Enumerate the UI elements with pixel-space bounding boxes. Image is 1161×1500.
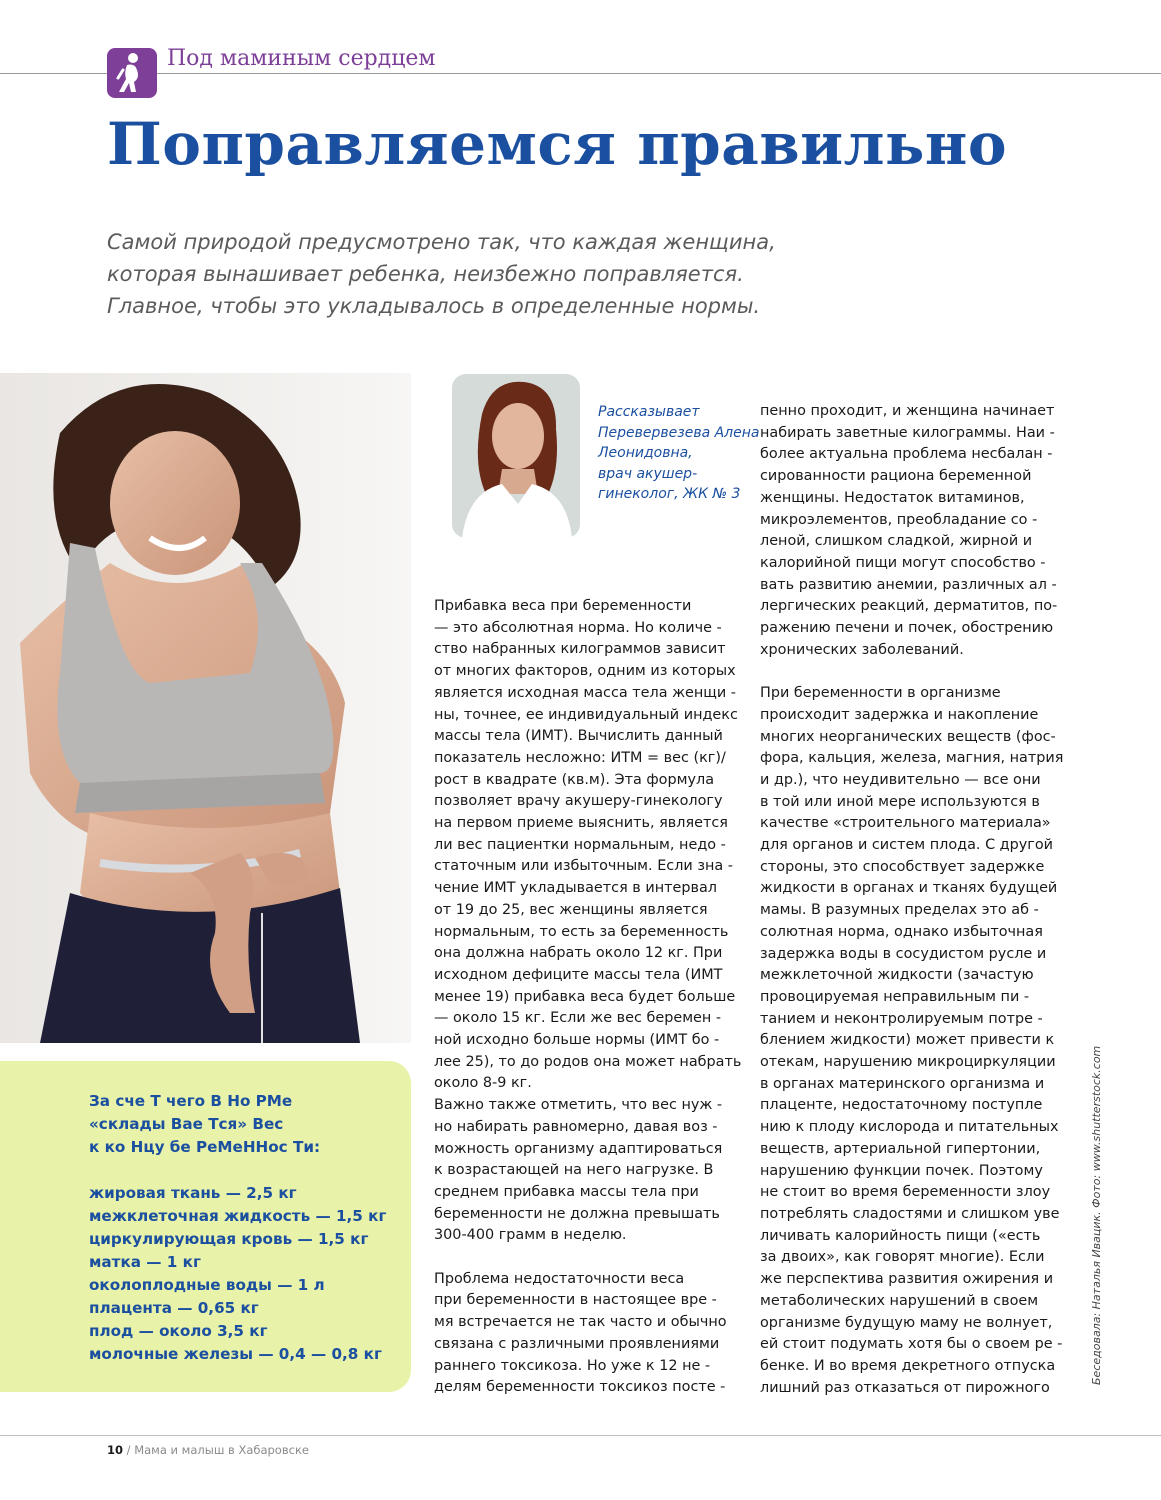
text-line: личивать калорийность пищи («есть — [760, 1227, 1041, 1244]
text-line: же перспектива развития ожирения и — [760, 1271, 1054, 1288]
lead-line: Самой природой предусмотрено так, что каждая женщина, — [107, 230, 776, 254]
text-line: калорийной пищи могут способство - — [760, 554, 1046, 571]
text-line: — это абсолютная норма. Но количе - — [434, 619, 722, 636]
page-footer — [107, 1443, 309, 1457]
expert-line: Перевервезева Алена — [598, 424, 760, 441]
text-line: плаценте, недостаточному поступле — [760, 1097, 1043, 1114]
expert-portrait — [452, 374, 580, 538]
text-line: межклеточной жидкости (зачастую — [760, 967, 1034, 984]
text-line: массы тела (ИМТ). Вычислить данный — [434, 728, 723, 745]
text-line: является исходная масса тела женщи - — [434, 684, 736, 701]
section-label: Под маминым сердцем — [167, 46, 436, 71]
footer-rule — [0, 1435, 1161, 1436]
sidebar-spacer — [89, 1159, 399, 1182]
text-line: нормальным, то есть за беременность — [434, 923, 729, 940]
text-line: стороны, это способствует задержке — [760, 858, 1045, 875]
text-line: солютная норма, однако избыточная — [760, 923, 1043, 940]
page-number: 10 — [107, 1443, 124, 1457]
text-line: за двоих», как говорят многие). Если — [760, 1249, 1045, 1266]
text-line: отекам, нарушению микроциркуляции — [760, 1054, 1056, 1071]
text-line: женщины. Недостаток витаминов, — [760, 489, 1025, 506]
text-line: лергических реакций, дерматитов, по- — [760, 598, 1058, 615]
article-title: Поправляемся правильно — [107, 110, 1008, 178]
section-pregnancy-icon — [107, 48, 157, 98]
text-line: ей стоит подумать хотя бы о своем ре - — [760, 1336, 1063, 1353]
text-line: беременности не должна превышать — [434, 1205, 720, 1222]
sidebar-item: плод — около 3,5 кг — [89, 1322, 268, 1340]
text-line: Проблема недостаточности веса — [434, 1270, 685, 1287]
photo-credit: Беседовала: Наталья Ивацик. Фото: www.shutterstock.com — [1090, 1045, 1103, 1385]
text-line: исходном дефиците массы тела (ИМТ — [434, 966, 723, 983]
sidebar-item: плацента — 0,65 кг — [89, 1299, 259, 1317]
text-line: среднем прибавка массы тела при — [434, 1183, 699, 1200]
text-line: танием и неконтролируемым потре - — [760, 1010, 1043, 1027]
sidebar-item: жировая ткань — 2,5 кг — [89, 1184, 297, 1202]
text-line: в органах материнского организма и — [760, 1075, 1045, 1092]
text-line: блением жидкости) может привести к — [760, 1032, 1055, 1049]
sidebar-heading-line: к ко Нцу бе РеМеННос Ти: — [89, 1138, 321, 1156]
text-line: при беременности в настоящее вре - — [434, 1292, 717, 1309]
header-rule — [0, 73, 1161, 74]
text-line: от 19 до 25, вес женщины является — [434, 901, 708, 918]
expert-line: Рассказывает — [598, 404, 700, 420]
text-line: для органов и систем плода. С другой — [760, 837, 1054, 854]
text-line: — около 15 кг. Если же вес беремен - — [434, 1010, 722, 1027]
text-line: более актуальна проблема несбалан - — [760, 446, 1053, 463]
pregnant-woman-photo — [0, 373, 411, 1043]
text-line: не стоит во время беременности злоу — [760, 1184, 1051, 1201]
text-line: лее 25), то до родов она может набрать — [434, 1053, 742, 1070]
weight-breakdown-text — [89, 1090, 399, 1366]
text-line: статочным или избыточным. Если зна - — [434, 858, 733, 875]
text-line: микроэлементов, преобладание со - — [760, 511, 1038, 528]
text-line: При беременности в организме — [760, 685, 1001, 702]
text-line: раннего токсикоза. Но уже к 12 не - — [434, 1357, 711, 1374]
footer-separator: / — [126, 1443, 131, 1457]
text-line: показатель несложно: ИТМ = вес (кг)/ — [434, 749, 726, 766]
text-line: веществ, артериальной гипертонии, — [760, 1140, 1041, 1157]
text-line: пенно проходит, и женщина начинает — [760, 403, 1055, 419]
sidebar-item: матка — 1 кг — [89, 1253, 201, 1271]
text-line: мамы. В разумных пределах это аб - — [760, 902, 1039, 919]
text-line: потреблять сладостями и слишком уве — [760, 1206, 1060, 1222]
text-line: сированности рациона беременной — [760, 468, 1032, 485]
text-line: позволяет врачу акушеру-гинекологу — [434, 793, 723, 810]
text-line: качестве «строительного материала» — [760, 815, 1051, 832]
text-line: хронических заболеваний. — [760, 641, 964, 658]
magazine-name: Мама и малыш в Хабаровске — [134, 1443, 309, 1457]
text-line: бенке. И во время декретного отпуска — [760, 1357, 1056, 1374]
sidebar-item: циркулирующая кровь — 1,5 кг — [89, 1230, 369, 1248]
text-line: метаболических нарушений в своем — [760, 1292, 1039, 1309]
text-line: ной исходно больше нормы (ИМТ бо - — [434, 1032, 720, 1049]
sidebar-item: межклеточная жидкость — 1,5 кг — [89, 1207, 387, 1225]
text-line: Прибавка веса при беременности — [434, 598, 692, 614]
text-line: менее 19) прибавка веса будет больше — [434, 988, 736, 1005]
lead-line: которая вынашивает ребенка, неизбежно поправляется. — [107, 262, 744, 286]
sidebar-heading-line: «склады Вае Тся» Вес — [89, 1115, 284, 1133]
expert-line: гинеколог, ЖК № 3 — [598, 486, 741, 502]
text-line: связана с различными проявлениями — [434, 1335, 720, 1352]
text-line: вать развитию анемии, различных ал - — [760, 576, 1057, 593]
text-line: организме будущую маму не волнует, — [760, 1314, 1053, 1331]
expert-line: Леонидовна, — [598, 445, 693, 461]
text-line: но набирать равномерно, давая воз - — [434, 1118, 718, 1135]
text-line: можность организму адаптироваться — [434, 1140, 723, 1157]
paragraph-gap — [760, 661, 1070, 683]
sidebar-item: околоплодные воды — 1 л — [89, 1276, 325, 1294]
text-line: чение ИМТ укладывается в интервал — [434, 880, 717, 897]
text-line: около 8-9 кг. — [434, 1075, 532, 1092]
text-line: леной, слишком сладкой, жирной и — [760, 533, 1033, 550]
text-line: ство набранных килограммов зависит — [434, 641, 726, 658]
expert-caption — [598, 402, 760, 505]
text-line: нарушению функции почек. Поэтому — [760, 1162, 1043, 1179]
text-line: от многих факторов, одним из которых — [434, 663, 736, 680]
lead-line: Главное, чтобы это укладывалось в определенные нормы. — [107, 294, 761, 318]
text-line: мя встречается не так часто и обычно — [434, 1314, 727, 1331]
expert-line: врач акушер- — [598, 465, 698, 482]
text-line: рост в квадрате (кв.м). Эта формула — [434, 771, 715, 788]
text-line: набирать заветные килограммы. Наи - — [760, 424, 1055, 441]
paragraph-gap — [434, 1247, 744, 1269]
text-line: Важно также отметить, что вес нуж - — [434, 1097, 723, 1114]
text-line: и др.), что неудивительно — все они — [760, 771, 1041, 788]
sidebar-item: молочные железы — 0,4 — 0,8 кг — [89, 1345, 382, 1363]
text-line: в той или иной мере используются в — [760, 793, 1040, 810]
text-line: ны, точнее, ее индивидуальный индекс — [434, 706, 738, 723]
text-line: жидкости в органах и тканях будущей — [760, 880, 1058, 897]
text-line: ли вес пациентки нормальным, недо - — [434, 836, 726, 853]
text-line: лишний раз отказаться от пирожного — [760, 1379, 1050, 1396]
body-column-2 — [760, 401, 1070, 1399]
text-line: ражению печени и почек, обострению — [760, 620, 1054, 637]
text-line: делям беременности токсикоз посте - — [434, 1379, 726, 1396]
text-line: провоцируемая неправильным пи - — [760, 988, 1030, 1005]
body-column-1 — [434, 596, 744, 1399]
text-line: многих неорганических веществ (фос- — [760, 728, 1056, 745]
sidebar-heading-line: За сче Т чего В Но РМе — [89, 1092, 293, 1110]
text-line: фора, кальция, железа, магния, натрия — [760, 750, 1064, 767]
text-line: задержка воды в сосудистом русле и — [760, 945, 1047, 962]
text-line: на первом приеме выяснить, является — [434, 815, 728, 832]
text-line: она должна набрать около 12 кг. При — [434, 945, 723, 962]
text-line: происходит задержка и накопление — [760, 706, 1039, 723]
text-line: к возрастающей на него нагрузке. В — [434, 1162, 714, 1179]
article-lead — [107, 226, 867, 322]
text-line: нию к плоду кислорода и питательных — [760, 1119, 1059, 1136]
text-line: 300-400 грамм в неделю. — [434, 1227, 627, 1244]
